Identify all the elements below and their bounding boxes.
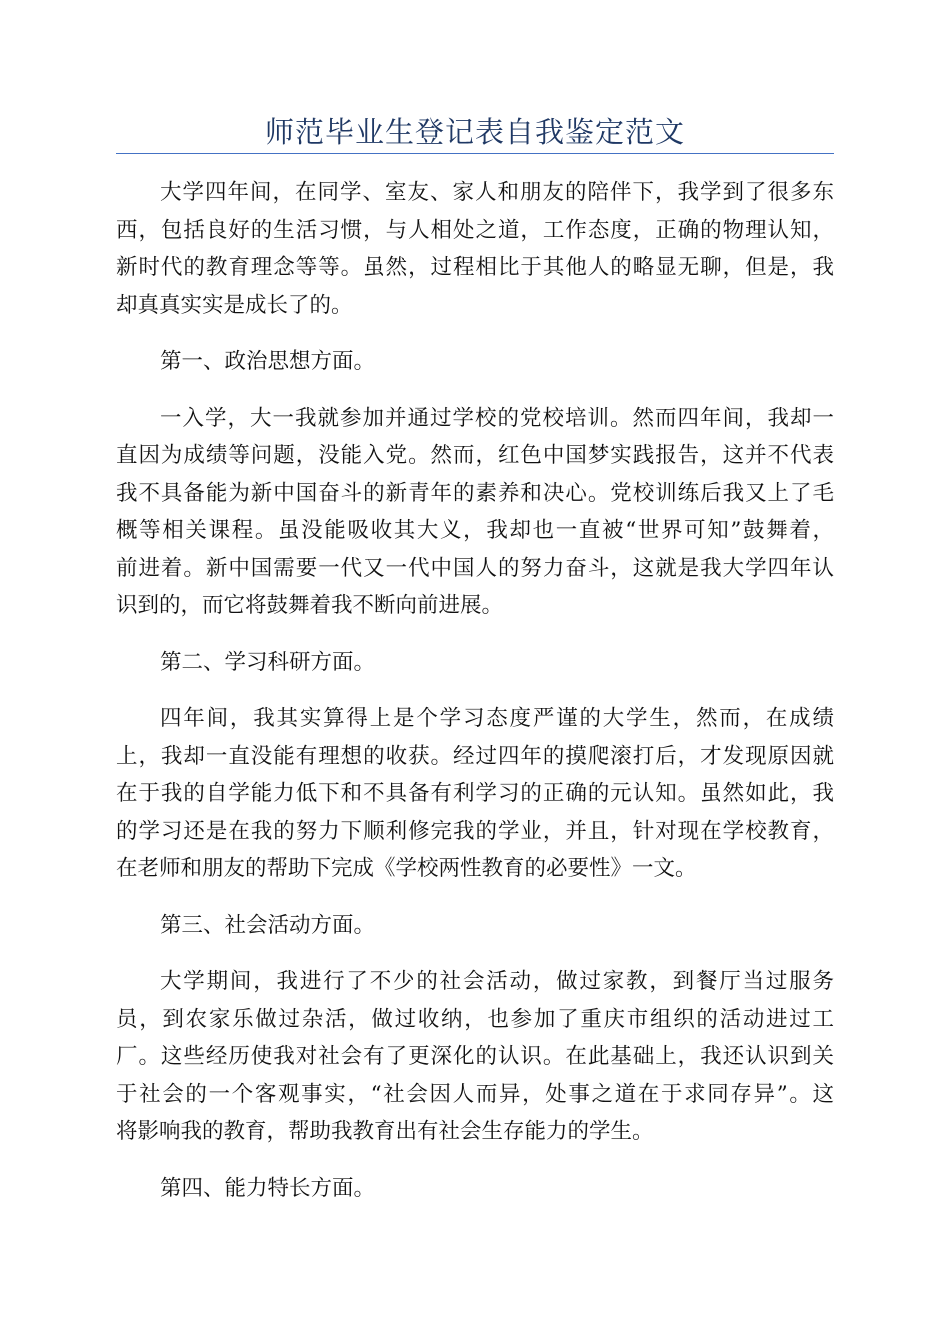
paragraph-line: 四年间，我其实算得上是个学习态度严谨的大学生，然而，在成绩 xyxy=(160,706,834,731)
paragraph-line: 前进着。新中国需要一代又一代中国人的努力奋斗，这就是我大学四年认 xyxy=(116,555,834,581)
paragraph-study xyxy=(116,700,834,888)
title-underline xyxy=(116,153,834,154)
paragraph-line: 识到的，而它将鼓舞着我不断向前进展。 xyxy=(116,593,504,618)
section-heading-social xyxy=(116,907,834,945)
paragraph-line: 在于我的自学能力低下和不具备有利学习的正确的元认知。虽然如此，我 xyxy=(116,781,834,806)
paragraph-line: 将影响我的教育，帮助我教育出有社会生存能力的学生。 xyxy=(116,1119,654,1144)
paragraph-social xyxy=(116,963,834,1151)
paragraph-intro xyxy=(116,174,834,324)
document-body xyxy=(116,174,834,1226)
section-heading-ability xyxy=(116,1170,834,1208)
paragraph-line: 西，包括良好的生活习惯，与人相处之道，工作态度，正确的物理认知， xyxy=(116,217,834,243)
section-heading-text: 第一、政治思想方面。 xyxy=(160,349,376,374)
paragraph-line: 新时代的教育理念等等。虽然，过程相比于其他人的略显无聊，但是，我 xyxy=(116,255,834,280)
paragraph-line: 的学习还是在我的努力下顺利修完我的学业，并且，针对现在学校教育， xyxy=(116,818,834,844)
section-heading-study xyxy=(116,644,834,682)
document-title: 师范毕业生登记表自我鉴定范文 xyxy=(264,115,685,149)
paragraph-line: 厂。这些经历使我对社会有了更深化的认识。在此基础上，我还认识到关 xyxy=(116,1044,834,1069)
paragraph-political xyxy=(116,400,834,625)
paragraph-line: 大学期间，我进行了不少的社会活动，做过家教，到餐厅当过服务 xyxy=(160,969,834,994)
section-heading-political xyxy=(116,343,834,381)
section-heading-text: 第二、学习科研方面。 xyxy=(160,649,376,675)
paragraph-line: 我不具备能为新中国奋斗的新青年的素养和决心。党校训练后我又上了毛 xyxy=(116,480,834,506)
paragraph-line: 直因为成绩等问题，没能入党。然而，红色中国梦实践报告，这并不代表 xyxy=(116,443,834,468)
section-heading-text: 第三、社会活动方面。 xyxy=(160,912,376,938)
paragraph-line: 上，我却一直没能有理想的收获。经过四年的摸爬滚打后，才发现原因就 xyxy=(116,743,834,769)
section-heading-text: 第四、能力特长方面。 xyxy=(160,1175,376,1201)
paragraph-line: 在老师和朋友的帮助下完成《学校两性教育的必要性》一文。 xyxy=(116,856,697,881)
paragraph-line: 大学四年间，在同学、室友、家人和朋友的陪伴下，我学到了很多东 xyxy=(160,180,834,205)
paragraph-line: 却真真实实是成长了的。 xyxy=(116,292,353,318)
paragraph-line: 一入学，大一我就参加并通过学校的党校培训。然而四年间，我却一 xyxy=(160,405,834,431)
paragraph-line: 概等相关课程。虽没能吸收其大义，我却也一直被“世界可知”鼓舞着， xyxy=(116,518,834,543)
paragraph-line: 员，到农家乐做过杂活，做过收纳，也参加了重庆市组织的活动进过工 xyxy=(116,1006,834,1032)
paragraph-line: 于社会的一个客观事实，“社会因人而异，处事之道在于求同存异”。这 xyxy=(116,1081,834,1107)
